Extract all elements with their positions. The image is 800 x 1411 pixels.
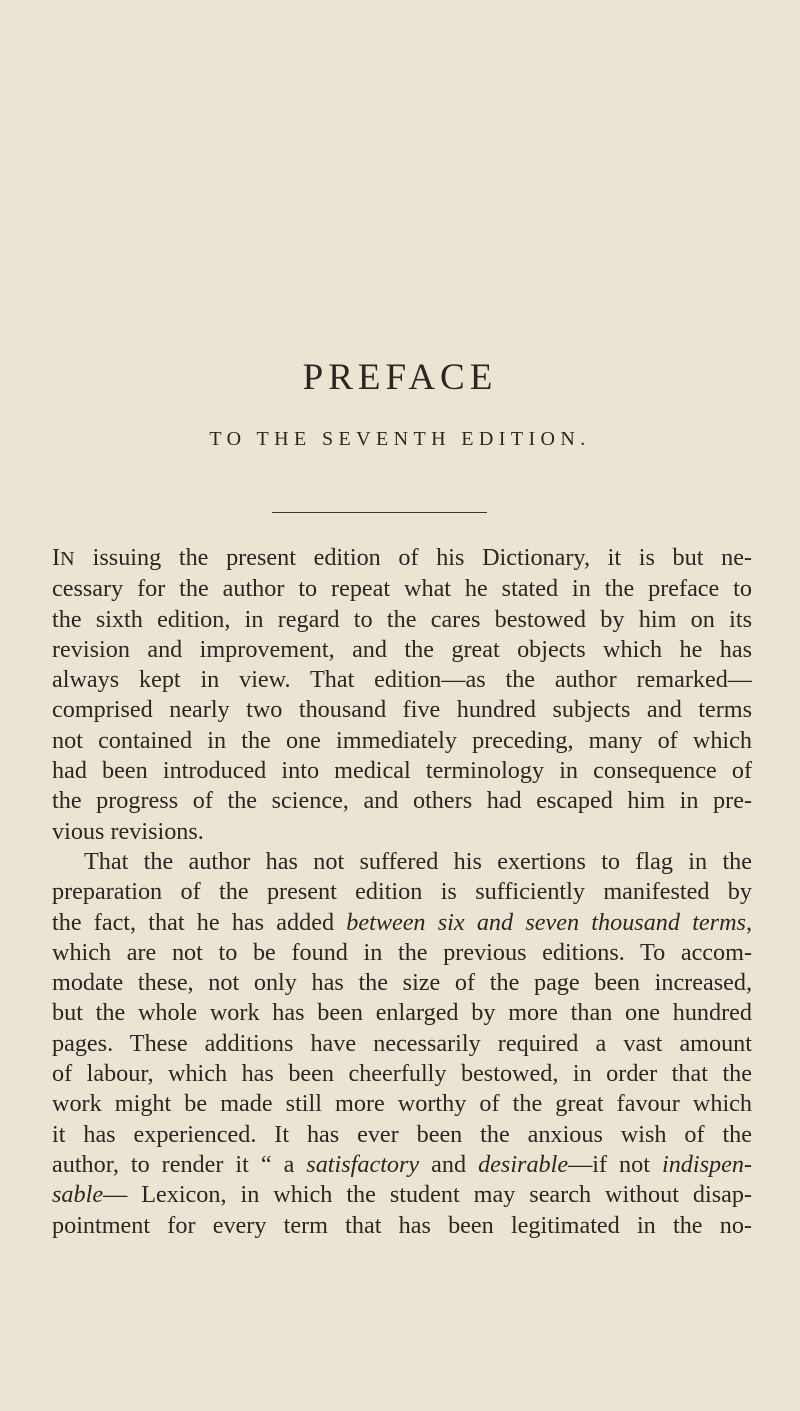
body-text [52,543,752,1241]
text-line: but the whole work has been enlarged by more than one hundred [52,999,752,1027]
title-divider [272,512,487,513]
text-line: pointment for every term that has been legitimated in the no- [52,1211,752,1239]
text-line: the sixth edition, in regard to the cares bestowed by him on its [52,605,752,633]
line-text: issuing the present edition of his Dictionary, it is but ne- [75,544,752,571]
text-line [52,1150,752,1180]
text-line: it has experienced. It has ever been the anxious wish of the [52,1120,752,1148]
text-line: the progress of the science, and others had escaped him in pre- [52,787,752,815]
text-line: revision and improvement, and the great objects which he has [52,635,752,663]
text-line: vious revisions. [52,817,204,845]
text-line: cessary for the author to repeat what he stated in the preface to [52,575,752,603]
line-text: —if not [568,1150,662,1178]
text-line: comprised nearly two thousand five hundred subjects and terms [52,696,752,724]
line-text: author, to render it “ a [52,1150,307,1178]
paragraph-1 [52,543,752,847]
emphasis-text: indispen- [661,1150,752,1178]
text-line: That the author has not suffered his exertions to flag in the [84,847,752,875]
paragraph-2 [52,847,752,1241]
line-text: the fact, that he has added [52,908,347,936]
emphasis-text: satisfactory [306,1150,420,1178]
emphasis-text: between six and seven thousand terms, [346,908,752,936]
emphasis-text: sable [52,1181,104,1209]
text-line: preparation of the present edition is sufficiently manifested by [52,878,752,906]
text-line: always kept in view. That edition—as the author remarked— [52,666,752,694]
line-text: and [419,1150,479,1178]
emphasis-text: desirable [478,1150,569,1178]
text-line: work might be made still more worthy of the great favour which [52,1090,752,1118]
page-title: PREFACE [302,356,498,398]
page-subtitle: TO THE SEVENTH EDITION. [209,428,591,450]
text-line: had been introduced into medical terminology in consequence of [52,757,752,785]
line-text: — Lexicon, in which the student may search without disap- [103,1181,752,1209]
drop-initial: I [52,544,61,571]
text-line: of labour, which has been cheerfully bestowed, in order that the [52,1060,752,1088]
small-caps-word: N [60,548,76,570]
text-line: pages. These additions have necessarily required a vast amount [52,1029,752,1057]
text-line: modate these, not only has the size of the page been increased, [52,969,752,997]
text-line: not contained in the one immediately preceding, many of which [52,726,752,754]
text-line [52,908,752,938]
text-line [52,543,752,574]
text-line [52,1180,752,1210]
text-line: which are not to be found in the previous editions. To accom- [52,938,752,966]
